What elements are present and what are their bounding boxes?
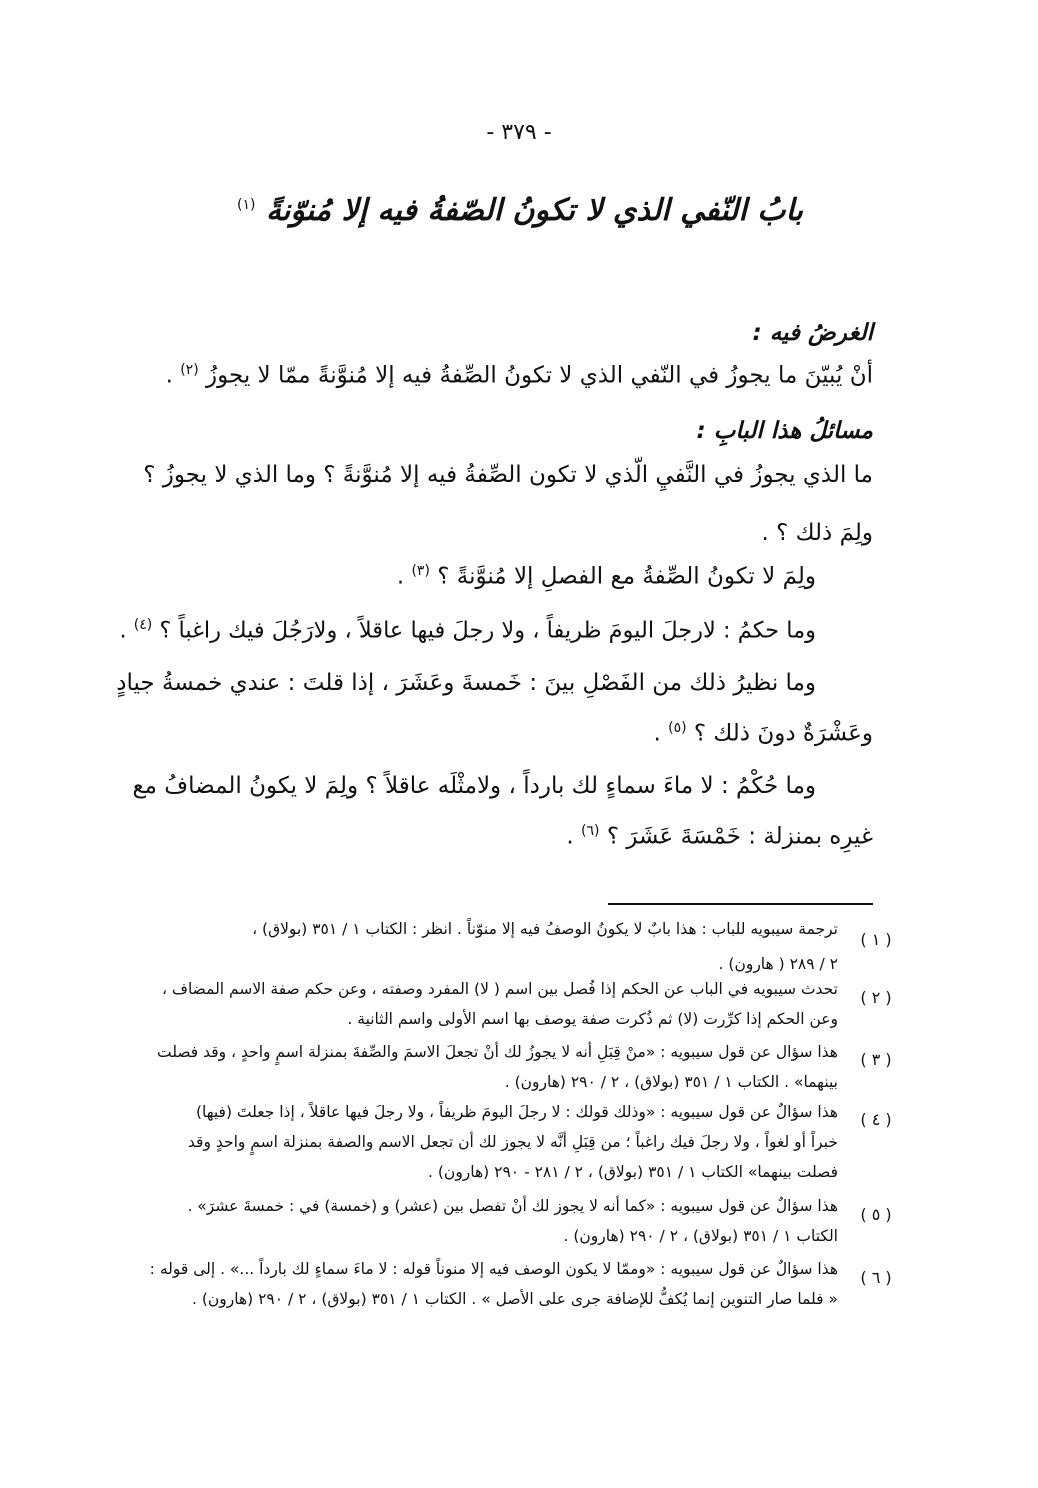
chapter-title-text: بابُ النّفي الذي لا تكونُ الصّفةُ فيه إلا مُنوّنةً (265, 193, 803, 228)
footnote-1-number: ( ١ ) (860, 930, 892, 949)
footnote-6-line-2: « فلما صار التنوين إنما يُكفُّ للإضافة جرى على الأصل » . الكتاب ١ / ٣٥١ (بولاق) ، ٢ / ٢٩٠ (هارون) . (191, 1290, 838, 1308)
question-2-end: . (396, 563, 405, 590)
question-2 (397, 563, 816, 590)
footnote-5-line-2: الكتاب ١ / ٣٥١ (بولاق) ، ٢ / ٢٩٠ (هارون) . (563, 1227, 838, 1245)
purpose-heading: الغرضُ فيه : (752, 320, 873, 346)
footnote-1-line-2: ٢ / ٢٨٩ ( هارون) . (718, 955, 838, 973)
question-2-text: ولِمَ لا تكونُ الصِّفةُ مع الفصلِ إلا مُنوَّنةً ؟ (437, 563, 816, 590)
question-2-footnote-ref: (٣) (411, 563, 430, 579)
page-number: - ٣٧٩ - (486, 120, 552, 145)
footnote-3-number: ( ٣ ) (860, 1050, 892, 1069)
question-4-footnote-ref: (٥) (668, 720, 687, 736)
question-3-text: وما حكمُ : لارجلَ اليومَ ظريفاً ، ولا رجلَ فيها عاقلاً ، ولارَجُلَ فيك راغباً ؟ (159, 617, 816, 644)
question-3 (119, 617, 816, 644)
footnote-3-line-2: بينهما» . الكتاب ١ / ٣٥١ (بولاق) ، ٢ / ٢٩٠ (هارون) . (504, 1073, 838, 1091)
purpose-text (166, 362, 873, 389)
footnote-5-number: ( ٥ ) (860, 1205, 892, 1224)
question-3-footnote-ref: (٤) (133, 617, 153, 633)
footnote-4-line-2: خبراً أو لغواً ، ولا رجلَ فيك راغباً ؛ من قِبَلِ أنَّه لا يجوز لك أن تجعل الاسم والصفة بمنزلة اسمٍ واحدٍ وقد (187, 1133, 838, 1151)
chapter-title (120, 193, 920, 228)
footnote-4-number: ( ٤ ) (860, 1110, 892, 1129)
question-5-footnote-ref: (٦) (581, 823, 600, 839)
footnote-1-line-1: ترجمة سيبويه للباب : هذا بابٌ لا يكونُ الوصفُ فيه إلا منوّناً . انظر : الكتاب ١ / ٣٥١ (بولاق) ، (252, 920, 838, 938)
question-4-end: . (653, 720, 661, 747)
questions-heading: مسائلُ هذا البابِ : (696, 418, 873, 444)
question-5-line-1: وما حُكْمُ : لا ماءَ سماءٍ لك بارداً ، ولامثْلَه عاقلاً ؟ ولِمَ لا يكونُ المضافُ مع (132, 773, 816, 799)
footnote-3-line-1: هذا سؤال عن قول سيبويه : «منْ قِبَلِ أنه لا يجوزُ لك أنْ تجعلَ الاسمَ والصِّفةَ بمنزلة اسمٍ واحدٍ ، وقد فصلت (156, 1043, 838, 1061)
footnote-6-line-1: هذا سؤالٌ عن قول سيبويه : «وممّا لا يكون الوصف فيه إلا منوناً قوله : لا ماءَ سماءٍ لك بارداً ...» . إلى قوله : (149, 1260, 838, 1278)
footnote-2-line-1: تحدث سيبويه في الباب عن الحكم إذا فُصل بين اسم ( لا) المفرد وصفته ، وعن حكم صفة الاسم المضاف ، (161, 980, 838, 998)
footnote-separator (608, 903, 873, 905)
footnote-6-number: ( ٦ ) (860, 1268, 892, 1287)
question-4-line-1: وما نظيرُ ذلك من الفَصْلِ بينَ : خَمسةَ وعَشَرَ ، إذا قلتَ : عندي خمسةُ جيادٍ (116, 670, 816, 696)
question-3-end: . (119, 617, 127, 644)
footnote-5-line-1: هذا سؤالٌ عن قول سيبويه : «كما أنه لا يجوز لك أنْ تفصل بين (عشر) و (خمسة) في : خمسةَ عشرَ» . (187, 1197, 838, 1215)
purpose-footnote-ref: (٢) (180, 362, 199, 378)
question-5-line-2 (566, 823, 873, 850)
question-5-end: . (566, 823, 574, 850)
question-5-text: غيرِه بمنزلة : خَمْسَةَ عَشَرَ ؟ (606, 823, 873, 850)
footnote-4-line-3: فصلت بينهما» الكتاب ١ / ٣٥١ (بولاق) ، ٢ / ٢٨١ - ٢٩٠ (هارون) . (428, 1163, 838, 1181)
footnote-4-line-1: هذا سؤالٌ عن قول سيبويه : «وذلك قولك : لا رجلَ اليومَ ظريفاً ، ولا رجلَ فيها عاقلاً ، إذا جعلتَ (فيها) (195, 1103, 838, 1121)
chapter-title-footnote-ref: (١) (237, 197, 256, 213)
question-4-line-2 (653, 720, 873, 747)
question-1-line-2: ولِمَ ذلك ؟ . (761, 520, 873, 546)
question-4-text: وعَشْرَةٌ دونَ ذلك ؟ (693, 720, 873, 747)
purpose-text-body: أنْ يُبيّنَ ما يجوزُ في النّفي الذي لا تكونُ الصِّفةُ فيه إلا مُنوَّنةً ممّا لا يجوزُ (205, 362, 873, 389)
footnote-2-line-2: وعن الحكم إذا كرِّرت (لا) ثم ذُكرت صفة يوصف بها اسم الأولى واسم الثانية . (347, 1010, 838, 1028)
purpose-text-end: . (165, 362, 173, 389)
footnote-2-number: ( ٢ ) (860, 988, 892, 1007)
question-1-line-1: ما الذي يجوزُ في النَّفيِ الّذي لا تكون الصِّفةُ فيه إلا مُنوَّنةً ؟ وما الذي لا يجوزُ ؟ (143, 462, 873, 488)
